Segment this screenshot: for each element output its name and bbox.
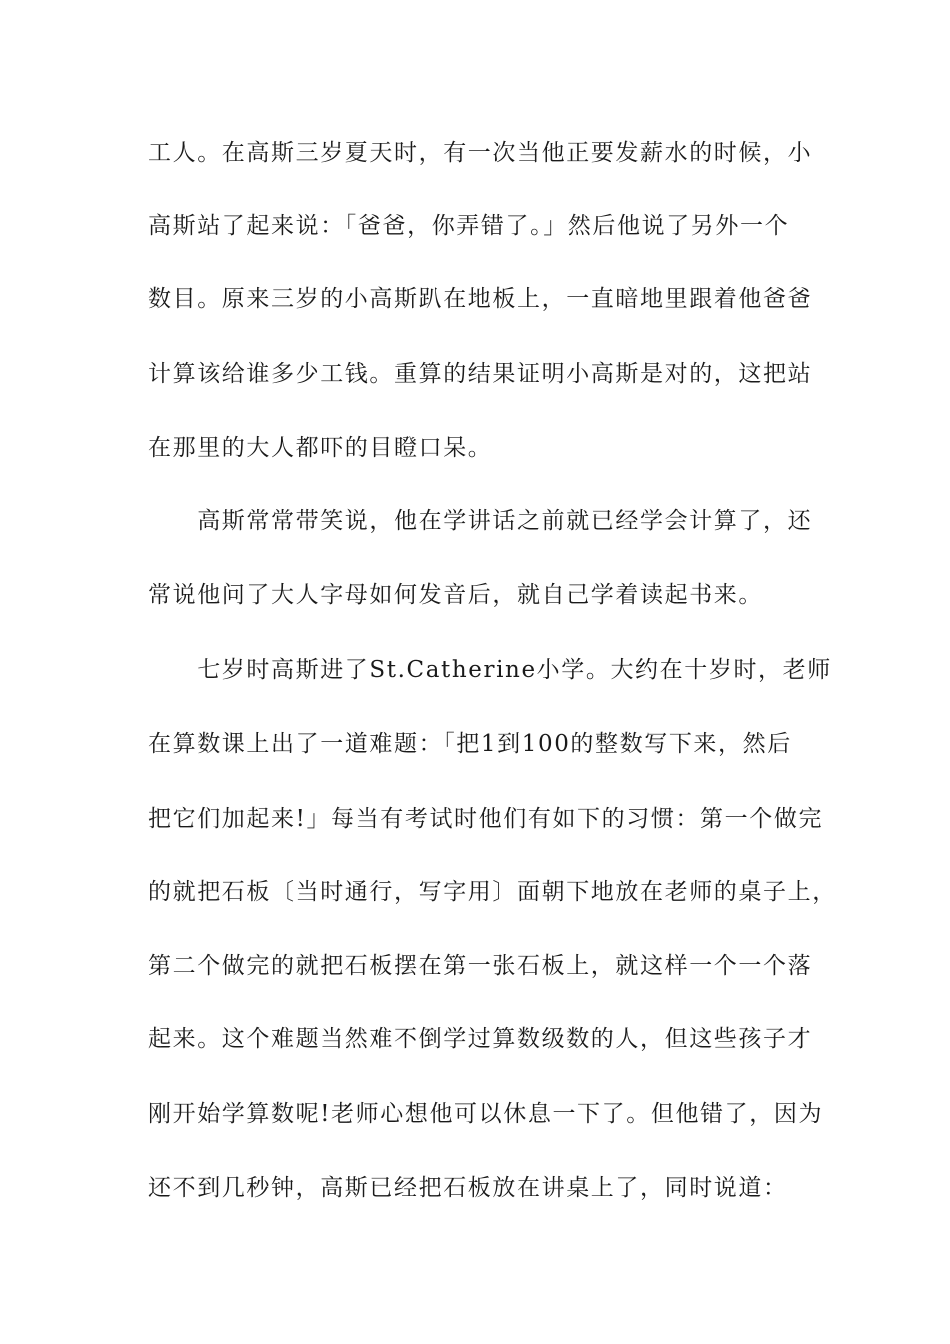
text-line: 在算数课上出了一道难题：「把1到100的整数写下来，然后 [148, 731, 792, 757]
text-line: 七岁时高斯进了St.Catherine小学。大约在十岁时，老师 [148, 657, 832, 683]
text-line: 在那里的大人都吓的目瞪口呆。 [148, 435, 493, 461]
text-line: 高斯常常带笑说，他在学讲话之前就已经学会计算了，还 [148, 508, 813, 534]
text-line: 的就把石板〔当时通行，写字用〕面朝下地放在老师的桌子上， [148, 879, 837, 905]
text-line: 还不到几秒钟，高斯已经把石板放在讲桌上了，同时说道： [148, 1175, 788, 1201]
text-line: 计算该给谁多少工钱。重算的结果证明小高斯是对的，这把站 [148, 361, 813, 387]
text-line: 工人。在高斯三岁夏天时，有一次当他正要发薪水的时候，小 [148, 140, 813, 166]
text-line: 第二个做完的就把石板摆在第一张石板上，就这样一个一个落 [148, 953, 813, 979]
text-line: 高斯站了起来说：「爸爸，你弄错了。」然后他说了另外一个 [148, 213, 790, 239]
text-line: 把它们加起来!」每当有考试时他们有如下的习惯：第一个做完 [148, 806, 824, 832]
text-line: 起来。这个难题当然难不倒学过算数级数的人，但这些孩子才 [148, 1026, 813, 1052]
text-line: 常说他问了大人字母如何发音后，就自己学着读起书来。 [148, 582, 763, 608]
text-line: 数目。原来三岁的小高斯趴在地板上，一直暗地里跟着他爸爸 [148, 286, 813, 312]
text-line: 刚开始学算数呢!老师心想他可以休息一下了。但他错了，因为 [148, 1101, 824, 1127]
